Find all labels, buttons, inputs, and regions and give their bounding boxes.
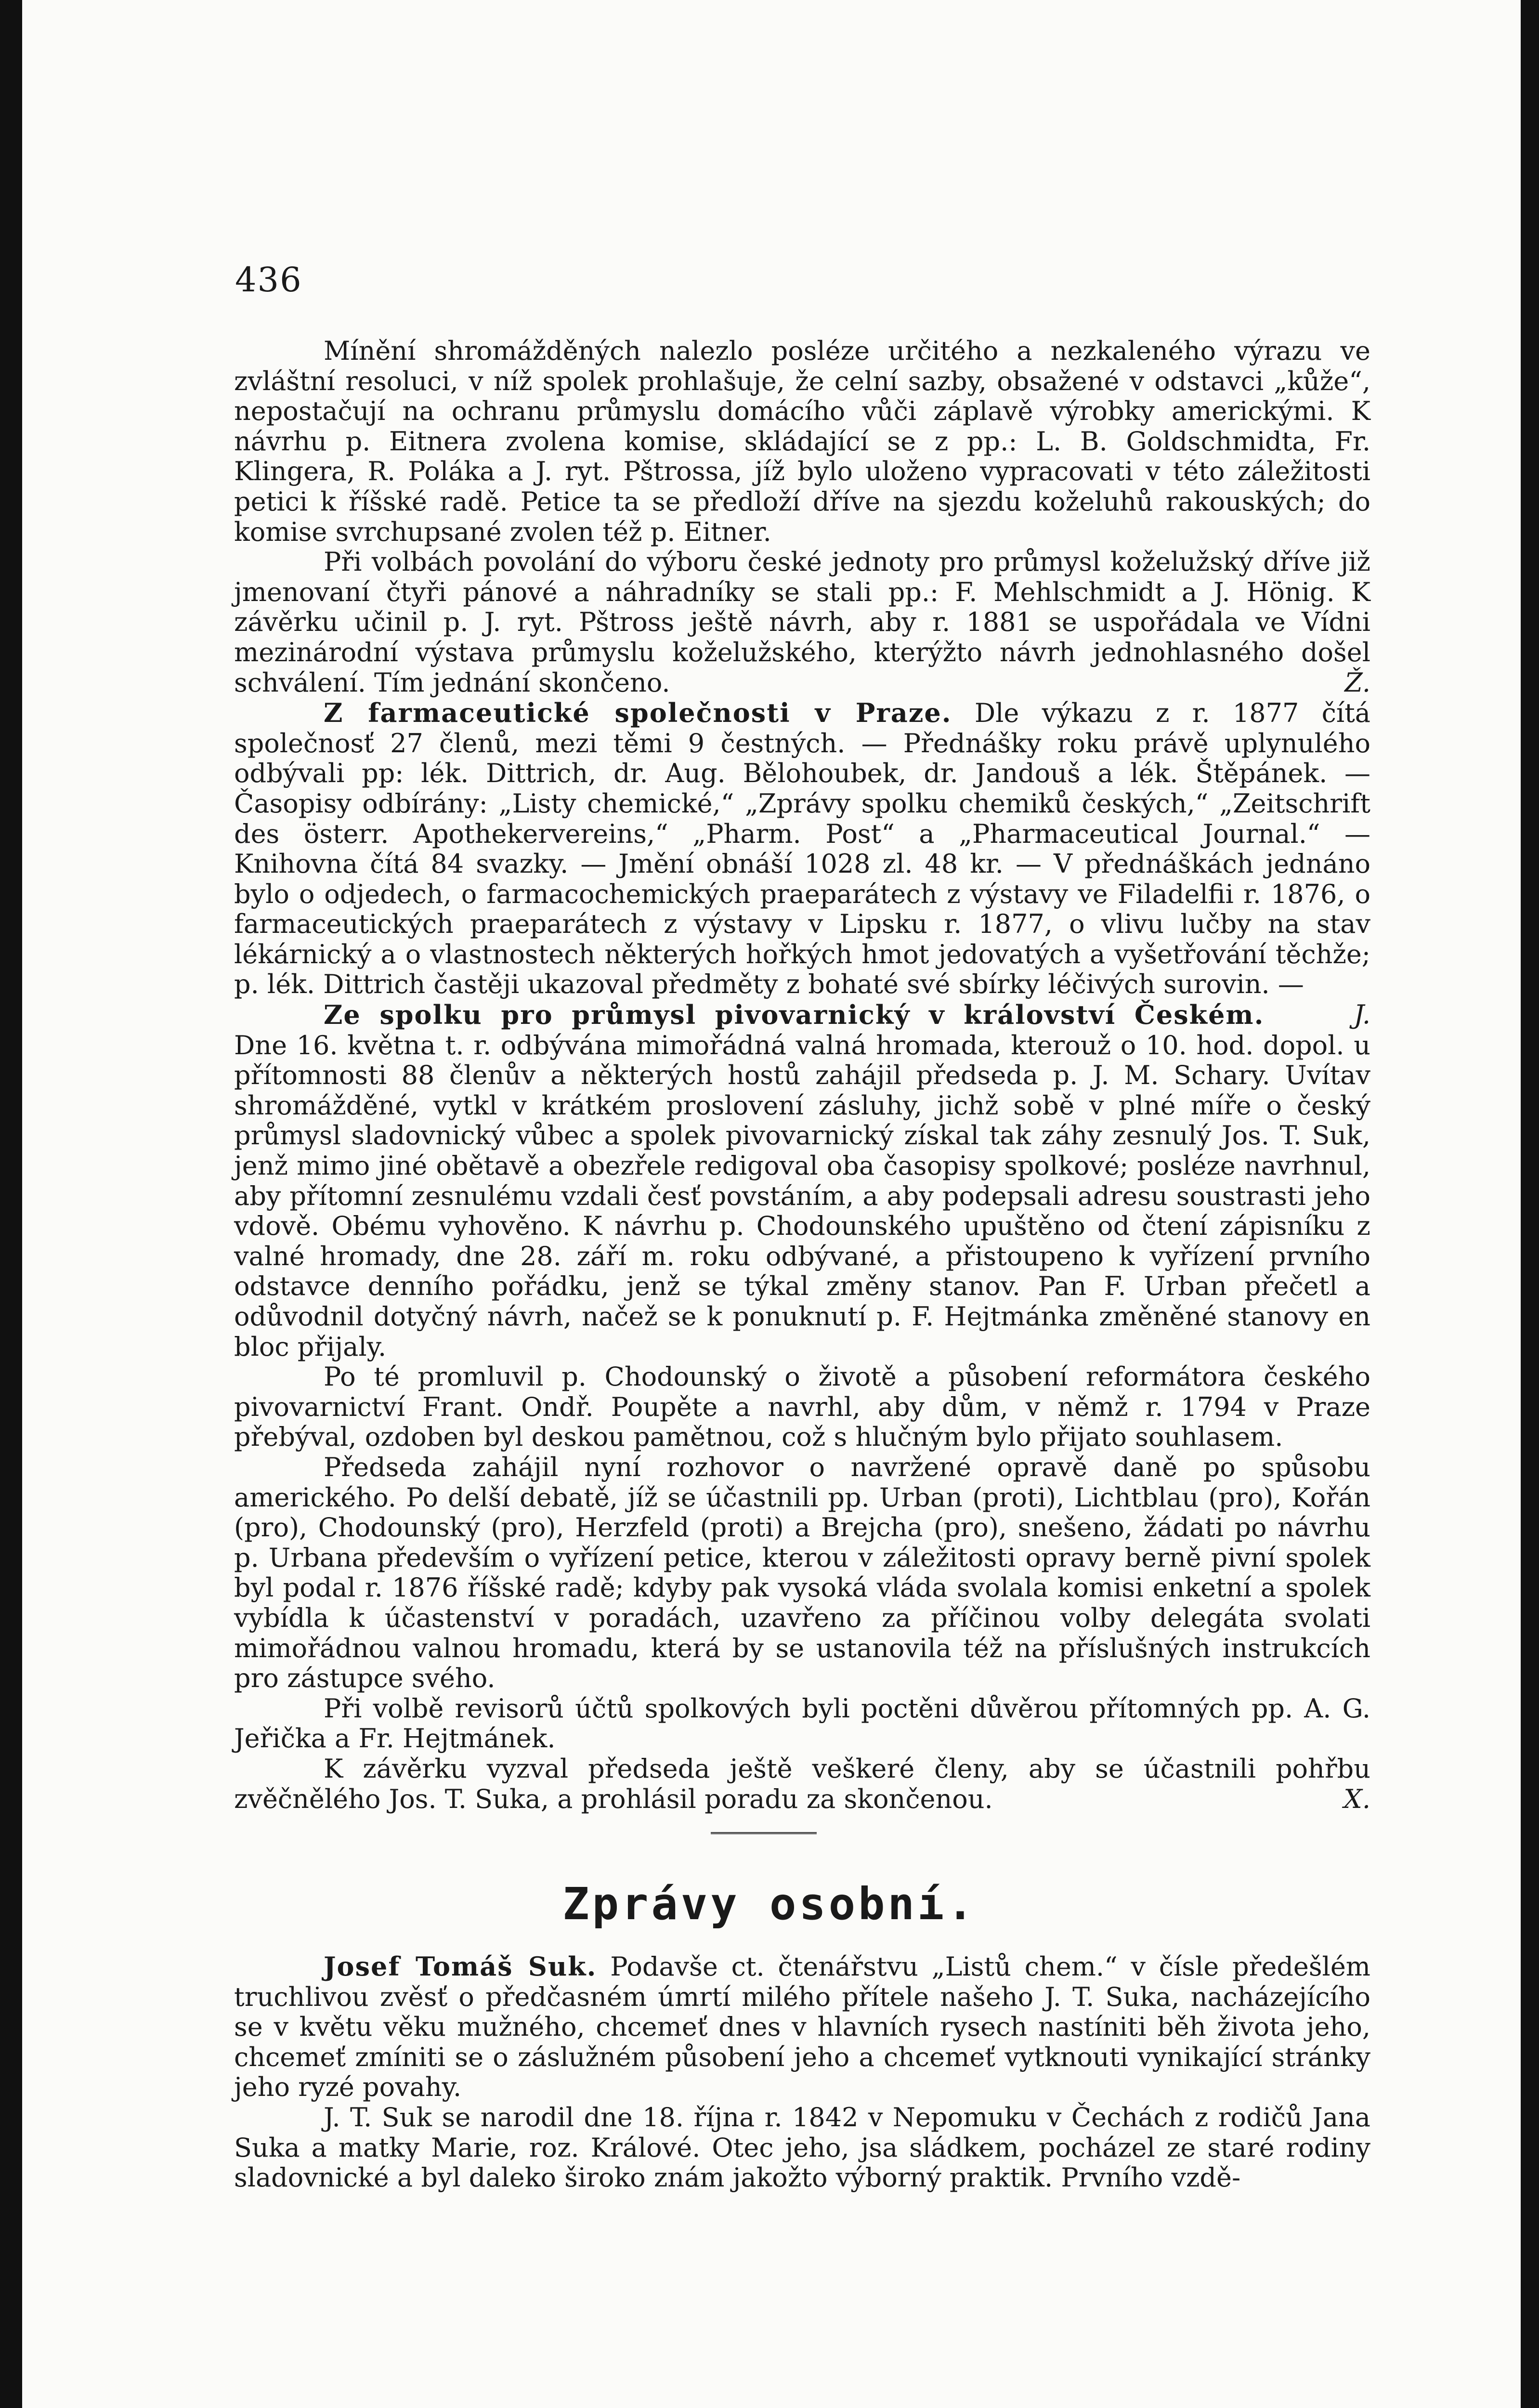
paragraph: Při volbě revisorů účtů spolkových byli poctěni důvěrou přítomných pp. A. G. Jeřička a Fr. Hejtmánek. bbox=[234, 1693, 1370, 1754]
text-column-lower bbox=[234, 1951, 1370, 2193]
paragraph: J. T. Suk se narodil dne 18. října r. 1842 v Nepomuku v Čechách z rodičů Jana Suka a matky Marie, roz. Králové. Otec jeho, jsa sládkem, pocházel ze staré rodiny sladovnické a byl daleko široko znám jakožto výborný praktik. Prvního vzdě- bbox=[234, 2102, 1370, 2193]
section-heading: Ze spolku pro průmysl pivovarnický v království Českém. bbox=[324, 999, 1265, 1031]
divider-rule bbox=[711, 1832, 817, 1834]
paragraph: Předseda zahájil nyní rozhovor o navržené opravě daně po spůsobu amerického. Po delší debatě, jíž se účastnili pp. Urban (proti), Lichtblau (pro), Kořán (pro), Chodounský (pro), Herzfeld (proti) a Brejcha (pro), snešeno, žádati po návrhu p. Urbana především o vyřízení petice, kterou v záležitosti opravy berně pivní spolek byl podal r. 1876 říšské radě; kdyby pak vysoká vláda svolala komisi enketní a spolek vybídla k účastenství v poradách, uzavřeno za příčinou volby delegáta svolati mimořádnou valnou hromadu, která by se ustanovila též na příslušných instrukcích pro zástupce svého. bbox=[234, 1452, 1370, 1694]
text-column bbox=[234, 336, 1370, 1814]
scan-border-right bbox=[1521, 0, 1539, 2408]
paragraph-text: K závěrku vyzval předseda ještě veškeré členy, aby se účastnili pohřbu zvěčnělého Jos. T. Suka, a prohlásil poradu za skončenou. bbox=[234, 1753, 1370, 1814]
section-heading: Josef Tomáš Suk. bbox=[324, 1951, 597, 1982]
paragraph: Po té promluvil p. Chodounský o životě a působení reformátora českého pivovarnictví Frant. Ondř. Poupěte a navrhl, aby dům, v němž r. 1794 v Praze přebýval, ozdoben byl deskou pamětnou, což s hlučným bylo přijato souhlasem. bbox=[234, 1361, 1370, 1453]
paragraph: Mínění shromážděných nalezlo posléze určitého a nezkaleného výrazu ve zvláštní resoluci, v níž spolek prohlašuje, že celní sazby, obsažené v odstavci „kůže“, nepostačují na ochranu průmyslu domácího vůči záplavě výrobky americkými. K návrhu p. Eitnera zvolena komise, skládající se z pp.: L. B. Goldschmidta, Fr. Klingera, R. Poláka a J. ryt. Pštrossa, jíž bylo uloženo vypracovati v této záležitosti petici k říšské radě. Petice ta se předloží dříve na sjezdu koželuhů rakouských; do komise svrchupsané zvolen též p. Eitner. bbox=[234, 336, 1370, 547]
paragraph bbox=[234, 1000, 1370, 1362]
section-heading: Z farmaceutické společnosti v Praze. bbox=[324, 697, 952, 729]
signature: J. bbox=[1354, 999, 1370, 1030]
paragraph bbox=[234, 1951, 1370, 2103]
page-number: 436 bbox=[235, 260, 302, 300]
paragraph-text: Dle výkazu z r. 1877 čítá společnosť 27 členů, mezi těmi 9 čestných. — Přednášky roku právě uplynulého odbývali pp: lék. Dittrich, dr. Aug. Bělohoubek, dr. Jandouš a lék. Štěpánek. — Časopisy odbírány: „Listy chemické,“ „Zprávy spolku chemiků českých,“ „Zeitschrift des österr. Apothekervereins,“ „Pharm. Post“ a „Pharmaceutical Journal.“ — Knihovna čítá 84 svazky. — Jmění obnáší 1028 zl. 48 kr. — V přednáškách jednáno bylo o odjedech, o farmacochemických praeparátech z výstavy ve Filadelfii r. 1876, o farmaceutických praeparátech z výstavy v Lipsku r. 1877, o vlivu lučby na stav lékárnický a o vlastnostech některých hořkých hmot jedovatých a vyšetřování těchže; p. lék. Dittrich častěji ukazoval předměty z bohaté své sbírky léčivých surovin. — bbox=[234, 698, 1370, 1000]
signature: X. bbox=[1343, 1783, 1370, 1814]
scan-border-left bbox=[0, 0, 22, 2408]
section-title: Zprávy osobní. bbox=[562, 1878, 977, 1930]
paragraph bbox=[234, 547, 1370, 698]
paragraph-text: Podavše ct. čtenářstvu „Listů chem.“ v čísle předešlém truchlivou zvěsť o předčasném úmrtí milého přítele našeho J. T. Suka, nacházejícího se v květu věku mužného, chcemeť dnes v hlavních rysech nastíniti běh života jeho, chcemeť zmíniti se o záslužném působení jeho a chcemeť vytknouti vynikající stránky jeho ryzé povahy. bbox=[234, 1951, 1370, 2103]
paragraph-text: Dne 16. května t. r. odbývána mimořádná valná hromada, kterouž o 10. hod. dopol. u přítomnosti 88 členův a některých hostů zahájil předseda p. J. M. Schary. Uvítav shromážděné, vytkl v krátkém proslovení zásluhy, jichž sobě v plné míře o český průmysl sladovnický vůbec a spolek pivovarnický získal tak záhy zesnulý Jos. T. Suk, jenž mimo jiné obětavě a obezřele redigoval oba časopisy spolkové; posléze navrhnul, aby přítomní zesnulému vzdali česť povstáním, a aby podepsali adresu soustrasti jeho vdově. Obému vyhověno. K návrhu p. Chodounského upuštěno od čtení zápisníku z valné hromady, dne 28. září m. roku odbývané, a přistoupeno k vyřízení prvního odstavce denního pořádku, jenž se týkal změny stanov. Pan F. Urban přečetl a odůvodnil dotyčný návrh, načež se k ponuknutí p. F. Hejtmánka změněné stanovy en bloc přijaly. bbox=[234, 1030, 1370, 1362]
paragraph-text: Při volbách povolání do výboru české jednoty pro průmysl koželužský dříve již jmenovaní čtyři pánové a náhradníky se stali pp.: F. Mehlschmidt a J. Hönig. K závěrku učinil p. J. ryt. Pštross ještě návrh, aby r. 1881 se uspořádala ve Vídni mezinárodní výstava průmyslu koželužského, kterýžto návrh jednohlasného došel schválení. Tím jednání skončeno. bbox=[234, 547, 1370, 698]
signature: Ž. bbox=[1344, 667, 1370, 698]
paragraph bbox=[234, 1754, 1370, 1814]
